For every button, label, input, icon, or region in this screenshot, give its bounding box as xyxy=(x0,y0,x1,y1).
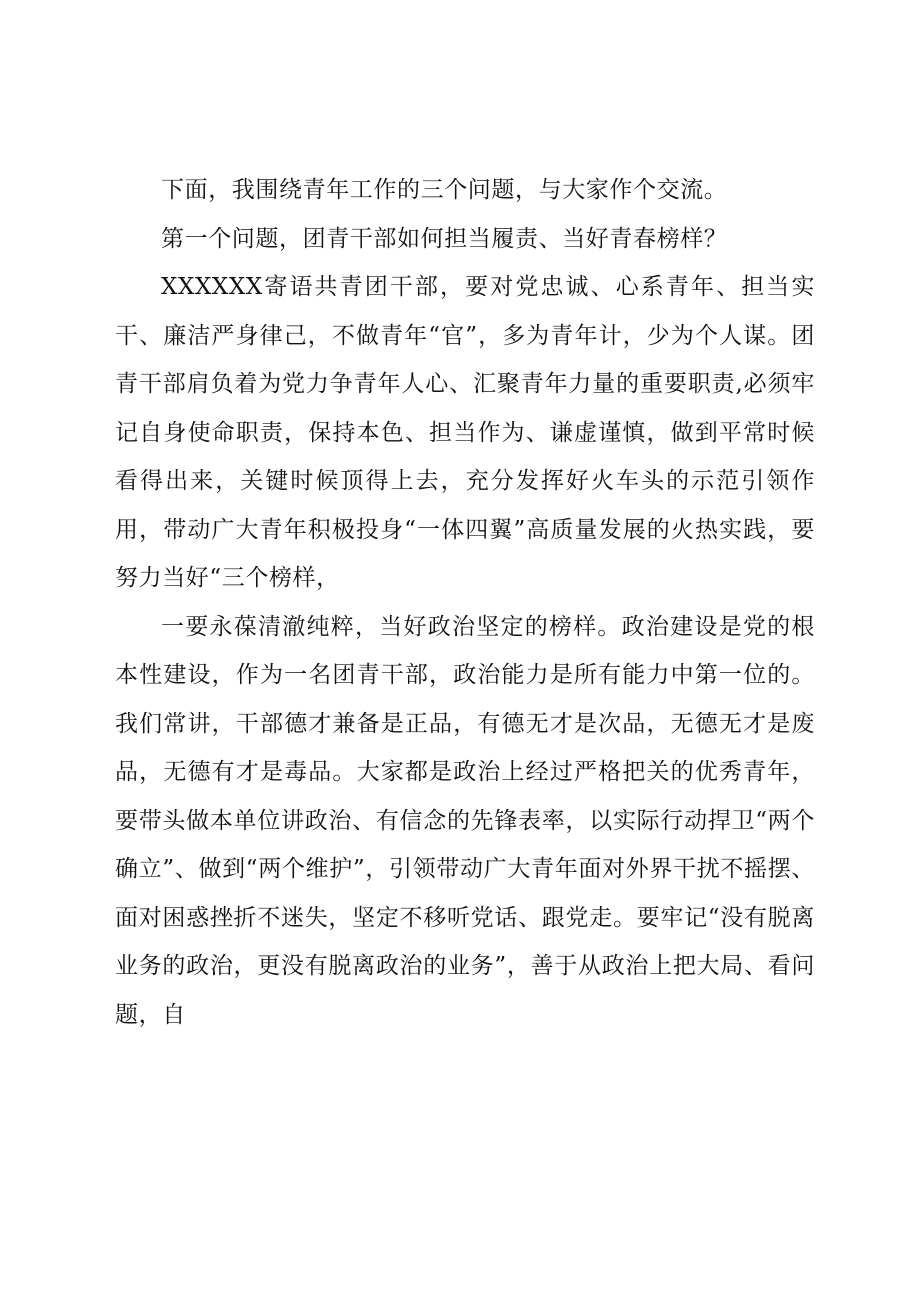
paragraph-political-role-model: 一要永葆清澈纯粹，当好政治坚定的榜样。政治建设是党的根本性建设，作为一名团青干部，政治能力是所有能力中第一位的。我们常讲，干部德才兼备是正品，有德无才是次品，无德无才是废品，无德有才是毒品。大家都是政治上经过严格把关的优秀青年，要带头做本单位讲政治、有信念的先锋表率，以实际行动捍卫“两个确立”、做到“两个维护”，引领带动广大青年面对外界干扰不摇摆、面对困惑挫折不迷失，坚定不移听党话、跟党走。要牢记“没有脱离业务的政治，更没有脱离政治的业务”，善于从政治上把大局、看问题，自 xyxy=(115,613,815,1028)
paragraph-intro: 下面，我围绕青年工作的三个问题，与大家作个交流。 xyxy=(161,177,728,203)
paragraph-question-one: 第一个问题，团青干部如何担当履责、当好青春榜样？ xyxy=(161,225,728,252)
document-body xyxy=(115,166,815,1039)
paragraph-youth-cadres: XXXXXX寄语共青团干部，要对党忠诚、心系青年、担当实干、廉洁严身律己，不做青年“官”，多为青年计，少为个人谋。团青干部肩负着为党力争青年人心、汇聚青年力量的重要职责,必须牢记自身使命职责，保持本色、担当作为、谦虚谨慎，做到平常时候看得出来，关键时候顶得上去，充分发挥好火车头的示范引领作用，带动广大青年积极投身“一体四翼”高质量发展的火热实践，要努力当好“三个榜样， xyxy=(115,274,815,591)
